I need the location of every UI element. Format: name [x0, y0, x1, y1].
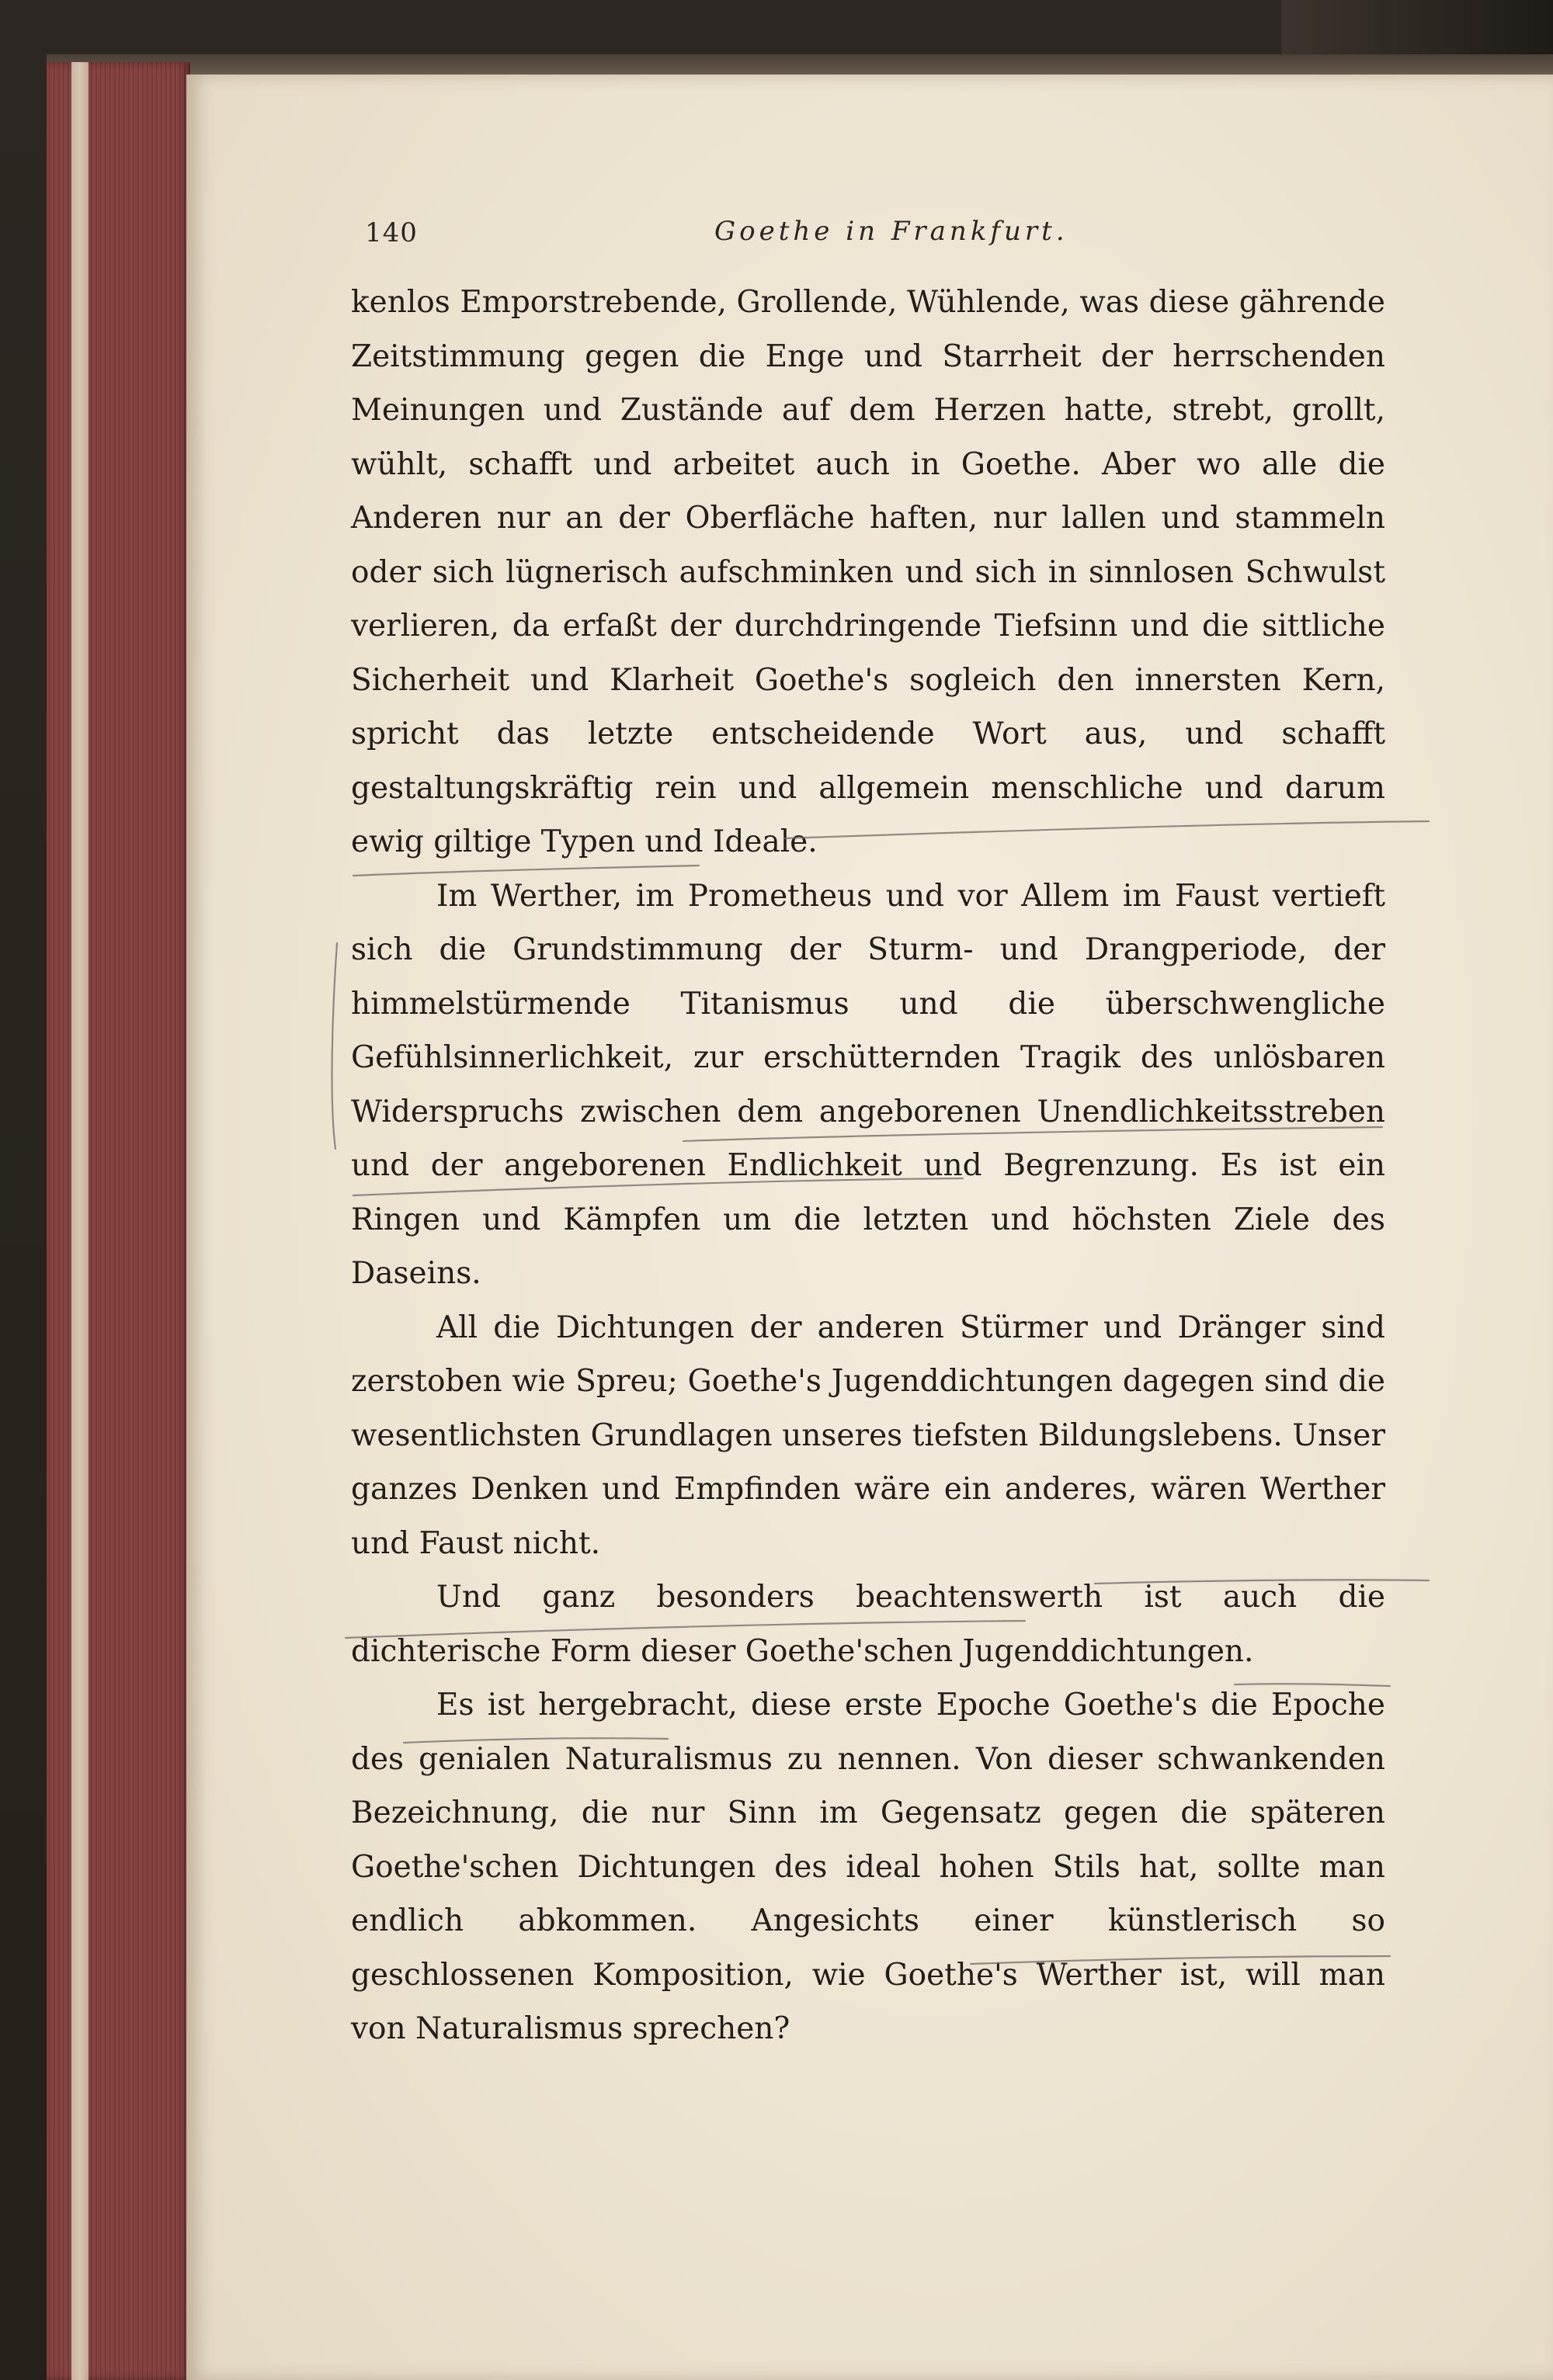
paragraph-5: Es ist hergebracht, diese erste Epoche Goethe's die Epoche des genialen Naturalismus zu nennen. Von dieser schwankenden Bezeichnung, die nur Sinn im Gegensatz gegen die späteren Goethe'schen Dichtungen des ideal hohen Stils hat, sollte man endlich abkommen. Angesichts einer künstlerisch so geschlossenen Komposition, wie Goethe's Werther ist, will man von Naturalismus sprechen? [351, 1688, 1385, 2046]
page-header [365, 217, 1390, 264]
cover-corner [1281, 0, 1553, 54]
paragraph-2: Im Werther, im Prometheus und vor Allem im Faust vertieft sich die Grundstimmung der Sturm- und Drangperiode, der himmelstürmende Titanismus und die überschwengliche Gefühlsinnerlichkeit, zur erschütternden Tragik des unlösbaren Widerspruchs zwischen dem angeborenen Unendlichkeitsstreben und der angeborenen Endlichkeit und Begrenzung. Es ist ein Ringen und Kämpfen um die letzten und höchsten Ziele des Daseins. [351, 878, 1385, 1291]
page-number: 140 [365, 217, 418, 248]
paragraph-1: kenlos Emporstrebende, Grollende, Wühlende, was diese gährende Zeitstimmung gegen die Enge und Starrheit der herrschenden Meinungen und Zustände auf dem Herzen hatte, strebt, grollt, wühlt, schafft und arbeitet auch in Goethe. Aber wo alle die Anderen nur an der Oberfläche haften, nur lallen und stammeln oder sich lügnerisch aufschminken und sich in sinnlosen Schwulst verlieren, da erfaßt der durchdringende Tiefsinn und die sittliche Sicherheit und Klarheit Goethe's sogleich den innersten Kern, spricht das letzte entscheidende Wort aus, und schafft gestaltungskräftig rein und allgemein menschliche und darum ewig giltige Typen und Ideale. [351, 285, 1385, 859]
running-head: Goethe in Frankfurt. [714, 216, 1068, 247]
page-block-highlight [71, 62, 89, 2380]
page-block-edge [47, 62, 190, 2380]
paragraph-3: All die Dichtungen der anderen Stürmer und Dränger sind zerstoben wie Spreu; Goethe's Jugenddichtungen dagegen sind die wesentlichsten Grundlagen unseres tiefsten Bildungslebens. Unser ganzes Denken und Empfinden wäre ein anderes, wären Werther und Faust nicht. [351, 1310, 1385, 1561]
paragraph-4: Und ganz besonders beachtenswerth ist auch die dichterische Form dieser Goethe'schen Jugenddichtungen. [351, 1580, 1385, 1669]
body-text [351, 276, 1385, 2056]
